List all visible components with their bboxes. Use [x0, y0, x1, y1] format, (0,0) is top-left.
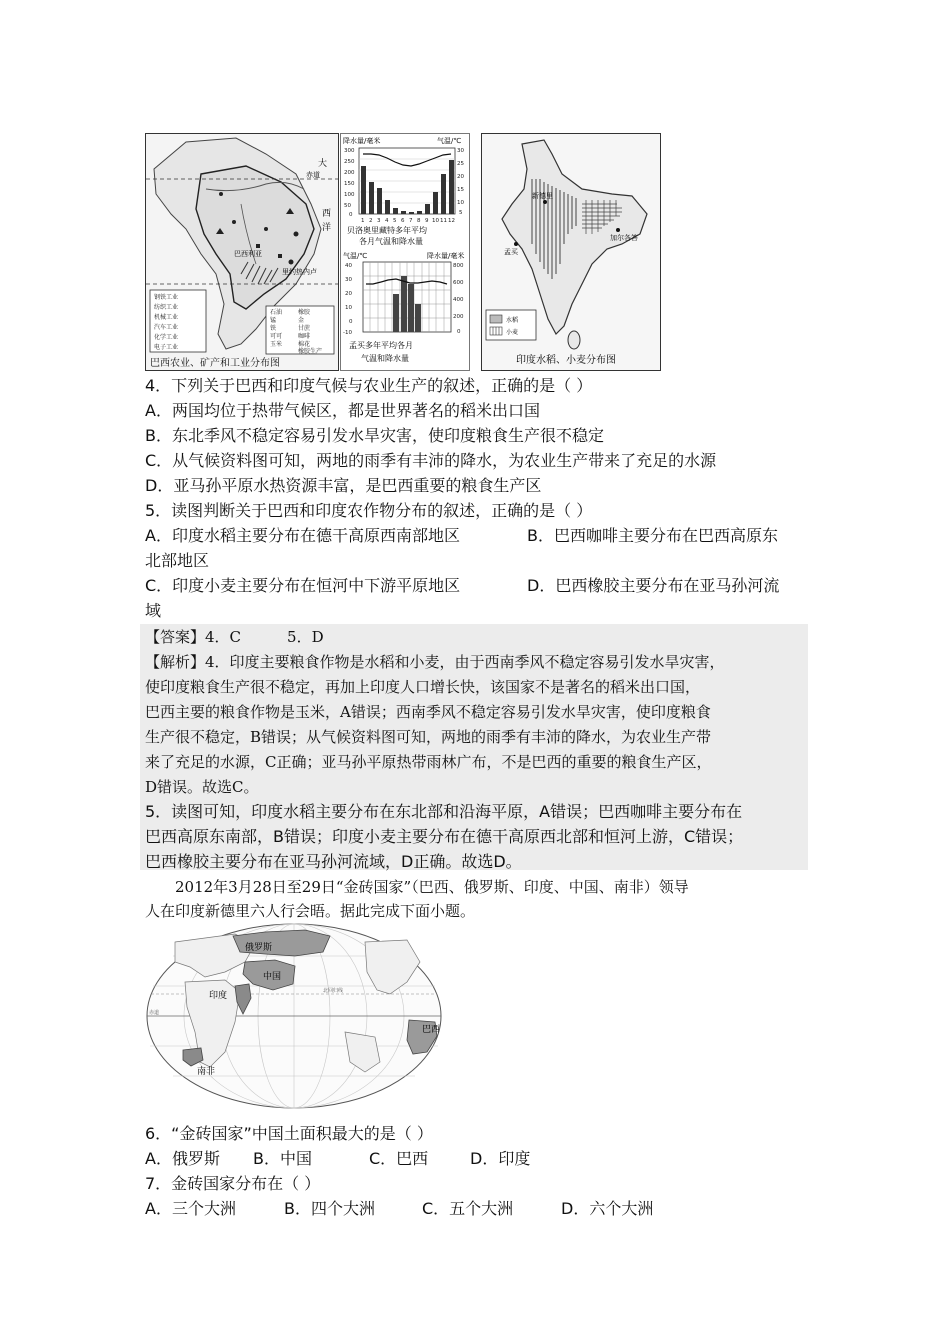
svg-text:300: 300 [344, 148, 355, 154]
analysis-line-4: 生产很不稳定，B错误；从气候资料图可知，两地的雨季有丰沛的降水，为农业生产带 [145, 728, 712, 746]
svg-text:400: 400 [453, 297, 464, 303]
svg-text:200: 200 [453, 314, 464, 320]
analysis-line-2: 使印度粮食生产很不稳定，再加上印度人口增长快，该国家不是著名的稻米出口国， [145, 678, 701, 696]
svg-text:电子工业: 电子工业 [154, 344, 179, 351]
map-label-kolkata: 加尔各答 [610, 234, 638, 242]
q6-option-c: C．巴西 [369, 1149, 429, 1168]
world-label-russia: 俄罗斯 [245, 943, 273, 953]
q5-stem: 5．读图判断关于巴西和印度农作物分布的叙述，正确的是（ ） [145, 501, 593, 520]
svg-text:4: 4 [385, 218, 389, 224]
svg-text:-10: -10 [343, 330, 352, 336]
svg-text:7: 7 [409, 218, 413, 224]
analysis-line-6: D错误。故选C。 [145, 778, 259, 796]
answer-second: 5．D [287, 628, 324, 646]
svg-text:1: 1 [361, 218, 365, 224]
svg-text:600: 600 [453, 280, 464, 286]
svg-text:2: 2 [369, 218, 373, 224]
q7-option-c: C．五个大洲 [422, 1199, 514, 1218]
q5-option-d-line2: 域 [145, 601, 162, 620]
svg-text:0: 0 [349, 319, 353, 325]
svg-text:钢铁工业: 钢铁工业 [154, 294, 179, 301]
top-chart-right-axis-label: 气温/℃ [437, 137, 462, 145]
answer-label: 【答案】4．C [145, 628, 242, 646]
q7-stem: 7．金砖国家分布在（ ） [145, 1174, 321, 1193]
svg-text:10: 10 [432, 218, 439, 224]
q5-option-c: C．印度小麦主要分布在恒河中下游平原地区 [145, 576, 461, 595]
svg-text:6: 6 [401, 218, 405, 224]
intro-line-2: 人在印度新德里六人行会晤。据此完成下面小题。 [145, 902, 476, 920]
analysis-line-3: 巴西主要的粮食作物是玉米，A错误；西南季风不稳定容易引发水旱灾害，使印度粮食 [145, 703, 711, 721]
q7-option-d: D．六个大洲 [561, 1199, 654, 1218]
q4-stem: 4．下列关于巴西和印度气候与农业生产的叙述，正确的是（ ） [145, 376, 593, 395]
intro-line-1: 2012年3月28日至29日“金砖国家”（巴西、俄罗斯、印度、中国、南非）领导 [175, 878, 689, 896]
q4-option-d: D．亚马孙平原水热资源丰富，是巴西重要的粮食生产区 [145, 476, 542, 495]
world-label-equator: 赤道 [149, 1010, 160, 1016]
map-label-new-delhi: 新德里 [532, 192, 553, 200]
svg-text:0: 0 [349, 212, 353, 218]
q6-stem: 6．“金砖国家”中国土面积最大的是（ ） [145, 1124, 433, 1143]
world-map-image [145, 922, 443, 1110]
bottom-chart-right-axis-label: 降水量/毫米 [427, 252, 465, 260]
svg-text:3: 3 [377, 218, 381, 224]
svg-text:100: 100 [344, 192, 355, 198]
svg-text:锰: 锰 [270, 317, 277, 324]
svg-text:150: 150 [344, 181, 355, 187]
map-label-rio: 里约热内卢 [282, 268, 317, 276]
india-map-figure [481, 133, 661, 371]
svg-text:30: 30 [345, 277, 352, 283]
world-label-brazil: 巴西 [422, 1025, 441, 1035]
svg-text:机械工业: 机械工业 [154, 314, 179, 321]
svg-text:8: 8 [417, 218, 421, 224]
world-label-india: 印度 [209, 991, 228, 1001]
svg-text:50: 50 [344, 203, 351, 209]
svg-text:石油: 石油 [270, 309, 283, 316]
world-label-tropic: 北回归线 [323, 988, 344, 994]
legend-rice: 水稻 [506, 317, 519, 324]
svg-text:纺织工业: 纺织工业 [154, 304, 179, 311]
top-chart-caption-1: 贝洛奥里藏特多年平均 [347, 226, 427, 235]
q5-option-a: A．印度水稻主要分布在德干高原西南部地区 [145, 526, 460, 545]
svg-text:汽车工业: 汽车工业 [154, 324, 179, 331]
q4-option-a: A．两国均位于热带气候区，都是世界著名的稻米出口国 [145, 401, 540, 420]
analysis-q5-line-1: 5．读图可知，印度水稻主要分布在东北部和沿海平原，A错误；巴西咖啡主要分布在 [145, 802, 743, 821]
brazil-map-figure [145, 133, 339, 371]
q4-option-b: B．东北季风不稳定容易引发水旱灾害，使印度粮食生产很不稳定 [145, 426, 604, 445]
svg-text:玉米: 玉米 [270, 341, 283, 348]
india-map-caption: 印度水稻、小麦分布图 [516, 355, 616, 366]
bottom-chart-left-axis-label: 气温/℃ [343, 252, 368, 260]
answer-line [145, 625, 324, 649]
q6-option-b: B．中国 [253, 1149, 312, 1168]
map-label-ocean-2: 西 [322, 209, 332, 219]
svg-text:11: 11 [440, 218, 447, 224]
q5-option-b-line1: B．巴西咖啡主要分布在巴西高原东 [527, 526, 778, 545]
svg-text:10: 10 [345, 305, 352, 311]
svg-text:5: 5 [459, 210, 463, 216]
q5-option-d-line1: D．巴西橡胶主要分布在亚马孙河流 [527, 576, 780, 595]
svg-text:9: 9 [425, 218, 429, 224]
svg-text:橡胶生产: 橡胶生产 [298, 348, 323, 355]
climate-charts-image [341, 134, 469, 370]
svg-text:12: 12 [448, 218, 455, 224]
legend-wheat: 小麦 [506, 329, 519, 336]
svg-text:5: 5 [393, 218, 397, 224]
world-map-figure [145, 922, 443, 1110]
svg-text:铁: 铁 [270, 325, 277, 332]
svg-text:800: 800 [453, 263, 464, 269]
map-label-equator: 赤道 [306, 171, 320, 179]
climate-charts-figure [340, 133, 470, 371]
svg-text:15: 15 [457, 187, 464, 193]
svg-text:25: 25 [457, 161, 464, 167]
q4-option-c: C．从气候资料图可知，两地的雨季有丰沛的降水，为农业生产带来了充足的水源 [145, 451, 717, 470]
svg-text:甘蔗: 甘蔗 [298, 325, 311, 332]
svg-text:咖啡: 咖啡 [298, 333, 311, 340]
map-label-ocean-3: 洋 [322, 223, 332, 233]
q7-option-a: A．三个大洲 [145, 1199, 236, 1218]
svg-text:金: 金 [298, 317, 305, 324]
analysis-q5-line-3: 巴西橡胶主要分布在亚马孙河流域，D正确。故选D。 [145, 852, 522, 871]
svg-text:30: 30 [457, 148, 464, 154]
brazil-map-caption: 巴西农业、矿产和工业分布图 [150, 358, 280, 369]
bottom-chart-caption-2: 气温和降水量 [361, 354, 409, 363]
svg-text:40: 40 [345, 263, 352, 269]
top-chart-caption-2: 各月气温和降水量 [359, 237, 423, 246]
svg-text:可可: 可可 [270, 333, 283, 340]
svg-text:20: 20 [345, 291, 352, 297]
svg-text:化学工业: 化学工业 [154, 334, 179, 341]
map-label-mumbai: 孟买 [504, 248, 518, 256]
q6-option-a: A．俄罗斯 [145, 1149, 220, 1168]
svg-text:棉花: 棉花 [298, 341, 311, 348]
world-label-china: 中国 [263, 972, 282, 982]
map-label-brasilia: 巴西利亚 [234, 250, 262, 258]
svg-text:0: 0 [457, 329, 461, 335]
svg-text:橡胶: 橡胶 [298, 309, 311, 316]
india-map-image [482, 134, 660, 370]
top-chart-left-axis-label: 降水量/毫米 [343, 137, 381, 145]
q5-option-b-line2: 北部地区 [145, 551, 210, 570]
q6-option-d: D．印度 [470, 1149, 531, 1168]
analysis-line-5: 来了充足的水源，C正确；亚马孙平原热带雨林广布，不是巴西的重要的粮食生产区， [145, 753, 712, 771]
analysis-line-1: 【解析】4．印度主要粮食作物是水稻和小麦，由于西南季风不稳定容易引发水旱灾害， [145, 653, 725, 671]
bottom-chart-caption-1: 孟买多年平均各月 [349, 341, 413, 350]
svg-text:10: 10 [457, 200, 464, 206]
svg-text:20: 20 [457, 174, 464, 180]
world-label-south-africa: 南非 [197, 1067, 216, 1077]
svg-text:200: 200 [344, 170, 355, 176]
svg-text:250: 250 [344, 159, 355, 165]
map-label-ocean-1: 大 [318, 159, 328, 169]
brazil-map-image [146, 134, 338, 370]
analysis-q5-line-2: 巴西高原东南部，B错误；印度小麦主要分布在德干高原西北部和恒河上游，C错误； [145, 827, 744, 846]
q7-option-b: B．四个大洲 [284, 1199, 375, 1218]
